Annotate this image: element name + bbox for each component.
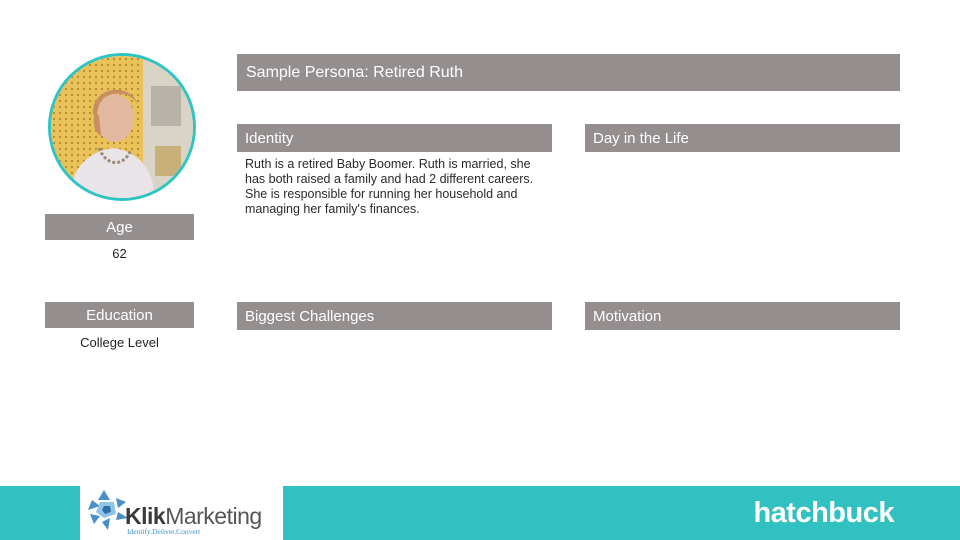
motivation-header	[585, 302, 900, 330]
persona-avatar	[48, 53, 196, 201]
challenges-header	[237, 302, 552, 330]
motivation-header-text: Motivation	[593, 307, 662, 325]
day-in-life-header-text: Day in the Life	[593, 129, 689, 147]
klikmarketing-tagline: Identify.Deliver.Convert	[127, 527, 201, 536]
hatchbuck-logo: hatchbuck	[753, 497, 894, 529]
day-in-life-header	[585, 124, 900, 152]
persona-photo-icon	[51, 56, 193, 198]
identity-description: Ruth is a retired Baby Boomer. Ruth is married, she has both raised a family and had 2 different careers. She is responsible for running her household and managing her family's finances.	[245, 157, 534, 216]
klik-wordmark-bold: Klik	[125, 503, 166, 529]
identity-header-text: Identity	[245, 129, 294, 147]
klik-wordmark-rest: Marketing	[165, 503, 262, 529]
identity-header	[237, 124, 552, 152]
education-label	[45, 302, 194, 328]
education-label-text: Education	[86, 306, 153, 324]
persona-title-text: Sample Persona: Retired Ruth	[246, 63, 463, 81]
challenges-header-text: Biggest Challenges	[245, 307, 375, 325]
klikmarketing-wordmark	[125, 503, 262, 530]
age-label	[45, 214, 194, 240]
age-value: 62	[112, 246, 127, 261]
age-label-text: Age	[106, 218, 133, 236]
klikmarketing-logo	[80, 486, 283, 540]
education-value: College Level	[80, 335, 159, 350]
persona-title	[237, 54, 900, 91]
